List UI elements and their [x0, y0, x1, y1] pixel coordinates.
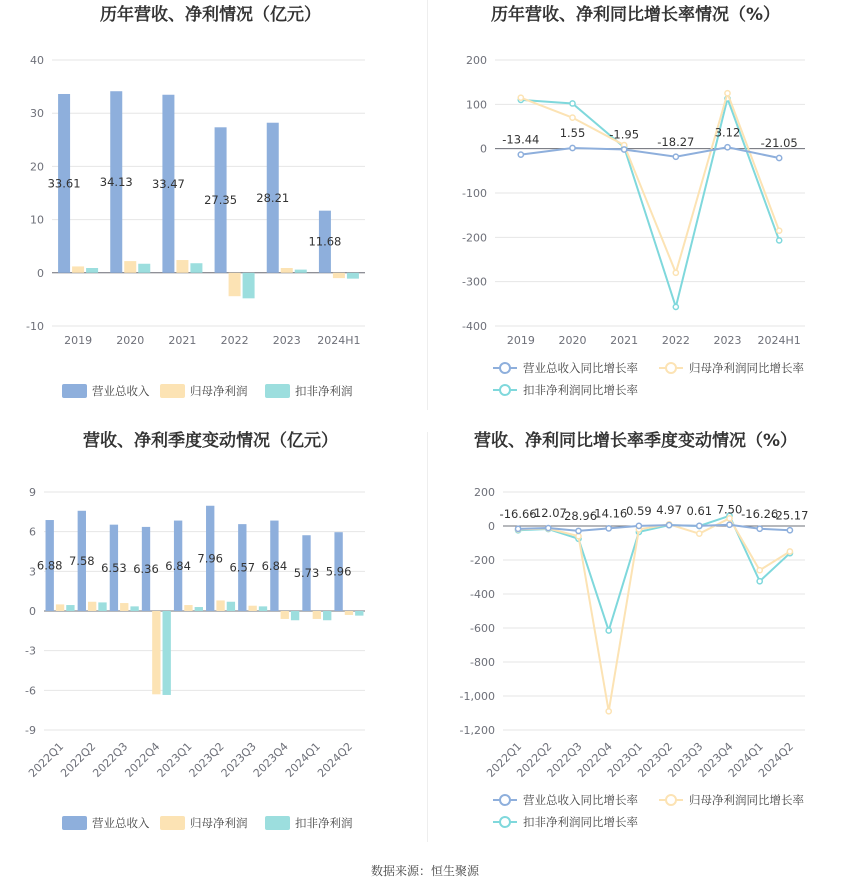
y-tick-label: 100: [466, 98, 487, 112]
bar-value-label: 33.61: [47, 176, 81, 191]
point-value-label: -1.95: [609, 127, 640, 142]
bar-parent-profit: [120, 603, 128, 611]
y-tick-label: 0: [37, 266, 44, 280]
y-tick-label: -1,000: [459, 690, 495, 703]
bar-parent-profit: [176, 260, 188, 273]
series-point: [622, 147, 627, 152]
series-point: [606, 628, 611, 633]
legend-swatch: [265, 384, 290, 398]
bar-value-label: 6.57: [229, 560, 256, 575]
bar-value-label: 6.36: [133, 561, 159, 576]
legend-marker: [500, 385, 510, 395]
x-tick-label: 2023Q4: [695, 739, 736, 780]
x-tick-label: 2022Q4: [122, 739, 163, 780]
series-point: [518, 95, 523, 100]
x-tick-label: 2023Q1: [604, 739, 646, 780]
y-tick-label: -1,200: [459, 724, 495, 737]
point-value-label: -28.96: [559, 508, 598, 523]
legend-label: 扣非净利润: [295, 816, 353, 830]
series-point: [725, 91, 730, 96]
series-point: [576, 528, 581, 533]
series-line: [518, 518, 790, 711]
bar-deducted-profit: [323, 611, 331, 620]
legend-swatch: [62, 816, 87, 830]
bar-value-label: 5.73: [293, 566, 320, 581]
point-value-label: -14.16: [590, 506, 628, 521]
y-tick-label: 6: [29, 525, 36, 539]
x-tick-label: 2021: [168, 334, 197, 347]
series-point: [606, 709, 611, 714]
bar-parent-profit: [216, 600, 224, 611]
bar-value-label: 7.96: [197, 551, 224, 566]
point-value-label: -21.05: [760, 135, 798, 150]
series-point: [777, 238, 782, 243]
bar-value-label: 7.58: [68, 553, 95, 568]
x-tick-label: 2022Q2: [58, 739, 99, 780]
x-tick-label: 2022: [220, 334, 249, 347]
point-value-label: 4.97: [656, 503, 682, 518]
bar-value-label: 6.88: [36, 558, 63, 573]
y-tick-label: 30: [30, 107, 44, 121]
bar-value-label: 6.84: [261, 558, 288, 573]
x-tick-label: 2023Q2: [186, 739, 227, 780]
series-point: [757, 568, 762, 573]
point-value-label: 0.61: [686, 503, 713, 518]
bar-parent-profit: [281, 268, 293, 273]
point-value-label: 1.55: [559, 125, 586, 140]
bar-parent-profit: [229, 273, 241, 296]
y-tick-label: 200: [466, 54, 487, 67]
series-point: [697, 523, 702, 528]
point-value-label: 0.59: [626, 503, 652, 518]
bar-parent-profit: [184, 605, 192, 611]
series-point: [725, 145, 730, 150]
series-line: [518, 516, 790, 631]
series-point: [636, 523, 641, 528]
bar-parent-profit: [345, 611, 353, 615]
x-tick-label: 2022Q4: [574, 739, 615, 780]
x-tick-label: 2020: [558, 334, 587, 347]
legend-label: 扣非净利润同比增长率: [523, 383, 638, 397]
bar-deducted-profit: [98, 602, 106, 611]
chart-svg: [0, 425, 425, 845]
bar-value-label: 11.68: [308, 234, 342, 249]
x-tick-label: 2024Q1: [725, 739, 766, 780]
bar-value-label: 33.47: [151, 176, 185, 191]
y-tick-label: 10: [30, 213, 44, 227]
bar-deducted-profit: [138, 264, 150, 273]
legend-marker: [666, 795, 676, 805]
series-point: [787, 549, 792, 554]
legend-swatch: [62, 384, 87, 398]
x-tick-label: 2024Q2: [315, 739, 356, 780]
bar-deducted-profit: [291, 611, 299, 620]
vertical-divider: [427, 432, 428, 842]
series-point: [546, 525, 551, 530]
bar-deducted-profit: [259, 606, 267, 611]
bar-deducted-profit: [195, 607, 203, 611]
x-tick-label: 2021: [610, 334, 639, 347]
legend-label: 扣非净利润: [295, 384, 353, 398]
x-tick-label: 2023Q3: [665, 739, 706, 780]
annual-revenue-profit-chart: [0, 0, 425, 410]
legend-label: 归母净利润: [190, 384, 248, 398]
x-tick-label: 2022Q2: [514, 739, 555, 780]
bar-value-label: 6.53: [101, 560, 127, 575]
y-tick-label: -3: [25, 644, 36, 658]
chart-title: 营收、净利同比增长率季度变动情况（%）: [473, 431, 798, 451]
bar-parent-profit: [152, 611, 160, 694]
y-tick-label: 40: [30, 54, 44, 67]
series-point: [673, 304, 678, 309]
quarterly-revenue-profit-chart: [0, 425, 425, 845]
bar-deducted-profit: [190, 263, 202, 273]
bar-deducted-profit: [66, 605, 74, 611]
bar-parent-profit: [313, 611, 321, 619]
legend-marker: [500, 363, 510, 373]
legend-label: 营业总收入同比增长率: [523, 793, 638, 807]
bar-deducted-profit: [130, 606, 138, 611]
y-tick-label: -400: [462, 320, 487, 333]
point-value-label: 3.12: [714, 125, 741, 140]
bar-deducted-profit: [347, 273, 359, 279]
x-tick-label: 2022: [661, 334, 690, 347]
chart-svg: [0, 0, 425, 410]
legend-label: 扣非净利润同比增长率: [523, 815, 638, 829]
x-tick-label: 2024H1: [757, 334, 801, 347]
x-tick-label: 2023Q2: [635, 739, 676, 780]
series-point: [570, 101, 575, 106]
x-tick-label: 2023: [272, 334, 301, 347]
y-tick-label: -100: [462, 187, 487, 200]
x-tick-label: 2023Q3: [218, 739, 259, 780]
bar-value-label: 5.96: [325, 564, 352, 579]
series-point: [673, 270, 678, 275]
legend-swatch: [160, 816, 185, 830]
series-point: [606, 526, 611, 531]
bar-deducted-profit: [243, 273, 255, 299]
bar-value-label: 27.35: [204, 193, 238, 208]
bar-parent-profit: [333, 273, 345, 278]
chart-title: 历年营收、净利情况（亿元）: [100, 5, 321, 25]
bar-value-label: 34.13: [99, 175, 133, 190]
series-point: [570, 115, 575, 120]
x-tick-label: 2022Q1: [484, 739, 525, 780]
x-tick-label: 2024Q2: [755, 739, 797, 780]
point-value-label: -25.17: [771, 508, 809, 523]
y-tick-label: -600: [470, 622, 495, 635]
series-point: [576, 534, 581, 539]
y-tick-label: 20: [30, 160, 44, 174]
y-tick-label: -200: [462, 231, 487, 245]
series-point: [697, 531, 702, 536]
series-point: [516, 526, 521, 531]
y-tick-label: -200: [470, 554, 495, 567]
x-tick-label: 2022Q1: [26, 739, 67, 780]
series-point: [727, 522, 732, 527]
y-tick-label: 0: [29, 605, 36, 618]
legend-label: 营业总收入: [92, 384, 150, 398]
y-tick-label: -800: [470, 656, 495, 669]
series-point: [570, 145, 575, 150]
legend-swatch: [265, 816, 290, 830]
data-source-note: 数据来源：恒生聚源: [370, 864, 479, 878]
point-value-label: -16.26: [741, 506, 779, 521]
vertical-divider: [427, 0, 428, 410]
series-point: [518, 152, 523, 157]
y-tick-label: 0: [488, 520, 495, 533]
legend-marker: [500, 817, 510, 827]
x-tick-label: 2024Q1: [282, 739, 323, 780]
x-tick-label: 2023Q4: [250, 739, 291, 780]
bar-parent-profit: [281, 611, 289, 619]
annual-growth-rate-chart: [425, 0, 850, 410]
y-tick-label: 3: [29, 565, 36, 579]
y-tick-label: 9: [29, 486, 36, 499]
legend-label: 归母净利润同比增长率: [689, 793, 804, 807]
series-line: [521, 93, 779, 273]
point-value-label: -18.27: [657, 134, 695, 149]
point-value-label: -13.44: [502, 132, 540, 147]
bar-value-label: 28.21: [256, 190, 290, 205]
bar-value-label: 6.84: [165, 558, 191, 573]
chart-title: 营收、净利季度变动情况（亿元）: [83, 431, 338, 451]
series-point: [777, 155, 782, 160]
legend-swatch: [160, 384, 185, 398]
x-tick-label: 2023Q1: [154, 739, 195, 780]
bar-parent-profit: [88, 602, 96, 611]
chart-title: 历年营收、净利同比增长率情况（%）: [490, 5, 781, 25]
series-point: [673, 154, 678, 159]
quarterly-growth-rate-chart: [425, 425, 850, 845]
bar-parent-profit: [56, 604, 64, 611]
legend-label: 归母净利润: [190, 816, 248, 830]
legend-label: 营业总收入: [92, 816, 150, 830]
x-tick-label: 2022Q3: [90, 739, 131, 780]
bar-deducted-profit: [295, 270, 307, 273]
point-value-label: 7.50: [716, 502, 743, 517]
y-tick-label: -6: [25, 684, 36, 698]
y-tick-label: 0: [480, 142, 487, 156]
bar-parent-profit: [124, 261, 136, 273]
series-point: [667, 523, 672, 528]
bar-deducted-profit: [163, 611, 171, 695]
bar-parent-profit: [248, 606, 256, 611]
bar-deducted-profit: [227, 602, 235, 611]
legend-label: 归母净利润同比增长率: [689, 361, 804, 375]
chart-svg: [425, 425, 850, 845]
y-tick-label: 200: [474, 486, 495, 499]
legend-marker: [666, 363, 676, 373]
x-tick-label: 2020: [116, 334, 145, 347]
bar-deducted-profit: [355, 611, 363, 616]
y-tick-label: -9: [25, 724, 36, 737]
series-point: [757, 526, 762, 531]
x-tick-label: 2019: [506, 334, 535, 347]
y-tick-label: -400: [470, 588, 495, 601]
series-point: [757, 579, 762, 584]
x-tick-label: 2024H1: [317, 334, 361, 347]
bar-deducted-profit: [86, 268, 98, 273]
legend-label: 营业总收入同比增长率: [523, 361, 638, 375]
x-tick-label: 2019: [64, 334, 93, 347]
x-tick-label: 2023: [713, 334, 742, 347]
x-tick-label: 2022Q3: [544, 739, 585, 780]
point-value-label: -12.07: [529, 506, 567, 521]
chart-svg: [425, 0, 850, 410]
y-tick-label: -300: [462, 275, 487, 289]
series-point: [777, 228, 782, 233]
point-value-label: -16.66: [499, 506, 537, 521]
legend-marker: [500, 795, 510, 805]
bar-parent-profit: [72, 266, 84, 272]
y-tick-label: -10: [26, 320, 44, 333]
series-point: [787, 528, 792, 533]
